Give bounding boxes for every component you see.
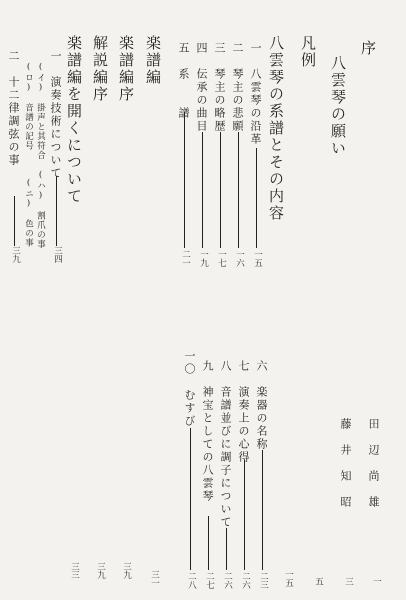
toc-gakufu-hen: 楽譜編 xyxy=(144,35,162,86)
author-fujii: 藤 井 知 昭 xyxy=(339,418,352,509)
page-hiraku: 三三 xyxy=(69,562,80,579)
leader-line xyxy=(256,148,257,248)
toc-gakufu-jo: 楽譜編序 xyxy=(117,35,135,103)
toc-sub-ni: (ニ) 色の事 xyxy=(23,178,34,248)
toc-hiraku: 楽譜編を開くについて xyxy=(65,35,83,205)
leader-line xyxy=(226,528,227,570)
toc-item-juni: 二 十二律調弦の事 xyxy=(7,50,20,167)
toc-item-kyokumoku: 四 伝承の曲目 xyxy=(195,42,208,133)
page-enkaku: 一五 xyxy=(252,250,263,267)
page-kokoroe: 二六 xyxy=(240,572,251,589)
page-ryakureki: 一七 xyxy=(216,250,227,267)
toc-item-meisho: 六 楽器の名称 xyxy=(255,360,268,451)
toc-item-kokoroe: 七 演奏上の心得 xyxy=(237,360,250,464)
page-kei: 一五 xyxy=(283,570,294,587)
author-tanabe: 田 辺 尚 雄 xyxy=(367,418,380,509)
toc-item-gijutsu: 一 演奏技術について xyxy=(49,50,62,180)
toc-sub-i: (イ) 掛声と其符合 xyxy=(35,62,46,160)
leader-line xyxy=(262,450,263,570)
toc-item-enkaku: 一 八雲琴の沿革 xyxy=(249,42,262,146)
leader-line xyxy=(244,460,245,570)
page-chosi: 二六 xyxy=(222,572,233,589)
leader-line xyxy=(56,176,57,246)
toc-item-hiwan: 二 琴主の悲願 xyxy=(231,42,244,133)
toc-item-shinpo: 九 神宝としての八雲琴 xyxy=(201,360,214,503)
toc-negai: 八雲琴の願い xyxy=(329,55,347,157)
page-gakufu-jo: 三九 xyxy=(121,562,132,579)
toc-preface: 序 xyxy=(359,40,377,57)
page-hiwan: 一六 xyxy=(234,250,245,267)
leader-line xyxy=(238,132,239,248)
page-negai: 一 xyxy=(371,577,382,586)
page-keifu: 二一 xyxy=(180,250,191,267)
toc-sub-ro: (ロ) 音譜の記号 xyxy=(23,62,34,151)
toc-item-keifu: 五 系 譜 xyxy=(177,42,190,120)
leader-line xyxy=(14,196,15,246)
page-meisho: 二三 xyxy=(258,572,269,589)
page-jo: 三 xyxy=(343,577,354,586)
toc-kaisetsu-jo: 解説編序 xyxy=(91,35,109,103)
leader-line xyxy=(190,428,191,570)
toc-hanrei: 凡例 xyxy=(299,35,317,69)
leader-line xyxy=(220,132,221,248)
toc-item-ryakureki: 三 琴主の略歴 xyxy=(213,42,226,133)
toc-item-musubi: 一〇 むすび xyxy=(183,350,196,428)
page-kyokumoku: 一九 xyxy=(198,250,209,267)
leader-line xyxy=(208,516,209,570)
toc-sub-ha: (ハ) 割爪の事 xyxy=(35,170,46,249)
page-musubi: 二八 xyxy=(186,572,197,589)
toc-item-chosi: 八 音譜並びに調子について xyxy=(219,360,232,529)
page-shinpo: 二七 xyxy=(204,572,215,589)
page-gakufu-hen: 三一 xyxy=(149,570,160,587)
page-juni: 三九 xyxy=(10,246,21,263)
page-kaisetsu-jo: 三九 xyxy=(95,562,106,579)
page-gijutsu: 三四 xyxy=(52,246,63,263)
page-hanrei: 五 xyxy=(313,577,324,586)
leader-line xyxy=(202,132,203,248)
toc-keifu-heading: 八雲琴の系譜とその内容 xyxy=(267,35,285,222)
leader-line xyxy=(184,112,185,248)
